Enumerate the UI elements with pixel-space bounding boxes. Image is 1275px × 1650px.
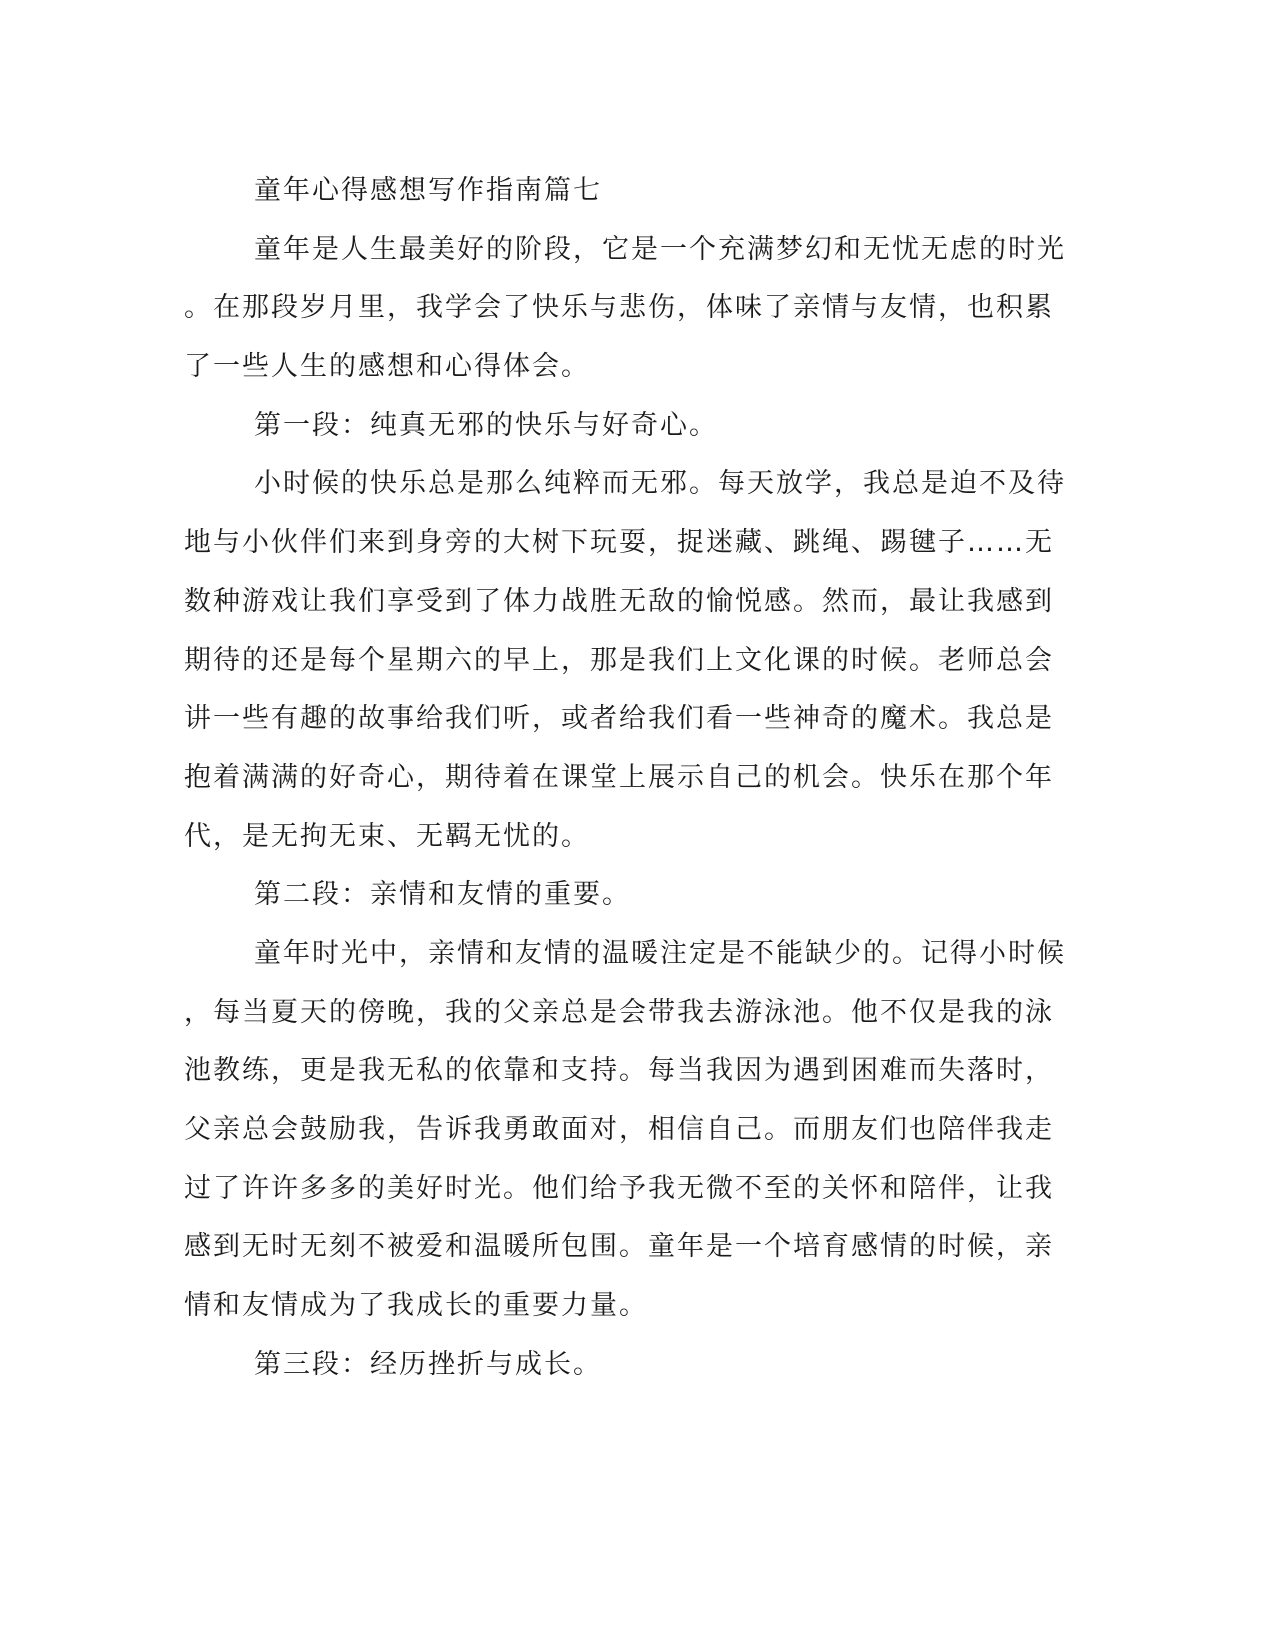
intro-line: 了一些人生的感想和心得体会。 (184, 351, 590, 383)
paragraph-line: 父亲总会鼓励我，告诉我勇敢面对，相信自己。而朋友们也陪伴我走 (184, 1114, 1054, 1145)
paragraph-line: 讲一些有趣的故事给我们听，或者给我们看一些神奇的魔术。我总是 (184, 703, 1054, 735)
document-body (184, 162, 1066, 1394)
section-heading: 第二段：亲情和友情的重要。 (254, 879, 631, 911)
section-heading: 第三段：经历挫折与成长。 (254, 1348, 602, 1380)
paragraph-line: 地与小伙伴们来到身旁的大树下玩耍，捉迷藏、跳绳、踢毽子……无 (184, 527, 1054, 559)
paragraph-line: 期待的还是每个星期六的早上，那是我们上文化课的时候。老师总会 (184, 644, 1054, 676)
paragraph-line: 数种游戏让我们享受到了体力战胜无敌的愉悦感。然而，最让我感到 (184, 585, 1054, 617)
paragraph-line: 代，是无拘无束、无羁无忧的。 (184, 820, 590, 852)
intro-line: 童年是人生最美好的阶段，它是一个充满梦幻和无忧无虑的时光 (254, 233, 1066, 265)
intro-line: 。在那段岁月里，我学会了快乐与悲伤，体味了亲情与友情，也积累 (184, 292, 1054, 324)
paragraph-line: 小时候的快乐总是那么纯粹而无邪。每天放学，我总是迫不及待 (254, 468, 1066, 500)
document-title: 童年心得感想写作指南篇七 (254, 175, 602, 206)
paragraph-line: 感到无时无刻不被爱和温暖所包围。童年是一个培育感情的时候，亲 (184, 1231, 1054, 1263)
paragraph-line: 过了许许多多的美好时光。他们给予我无微不至的关怀和陪伴，让我 (184, 1172, 1054, 1204)
paragraph-line: 童年时光中，亲情和友情的温暖注定是不能缺少的。记得小时候 (254, 937, 1066, 969)
section-heading: 第一段：纯真无邪的快乐与好奇心。 (254, 409, 718, 441)
paragraph-line: 抱着满满的好奇心，期待着在课堂上展示自己的机会。快乐在那个年 (184, 761, 1054, 793)
paragraph-line: 情和友情成为了我成长的重要力量。 (184, 1290, 648, 1322)
paragraph-line: 池教练，更是我无私的依靠和支持。每当我因为遇到困难而失落时， (184, 1055, 1054, 1087)
paragraph-line: ，每当夏天的傍晚，我的父亲总是会带我去游泳池。他不仅是我的泳 (184, 996, 1054, 1028)
